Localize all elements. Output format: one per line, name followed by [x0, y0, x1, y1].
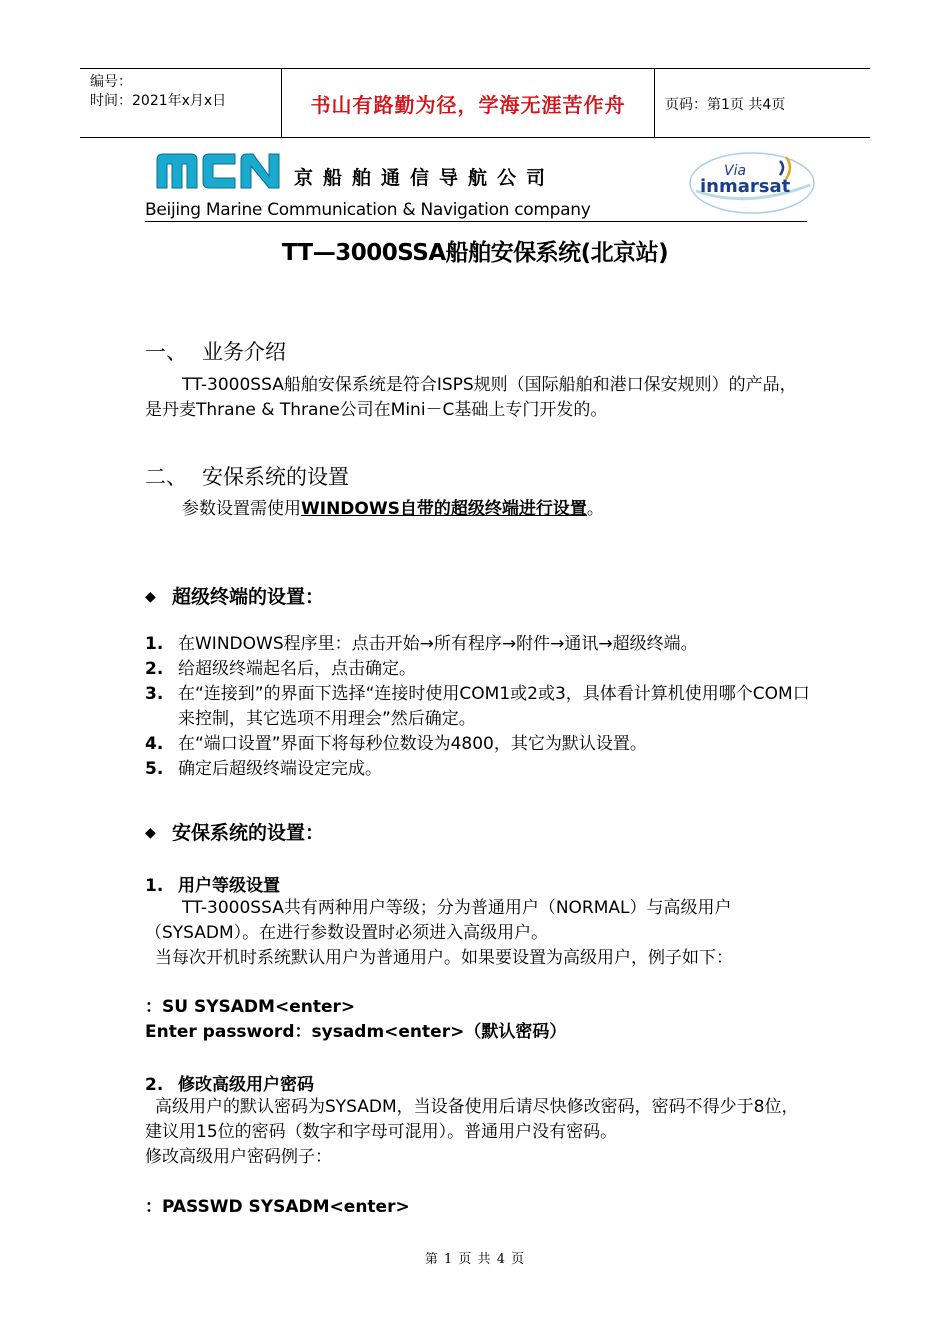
subsection-number: 2.: [145, 1075, 164, 1095]
header-motto: 书山有路勤为径，学海无涯苦作舟: [310, 93, 626, 117]
company-name-cn: 京船舶通信导航公司: [294, 167, 556, 189]
bullet-heading-text: 安保系统的设置：: [172, 822, 325, 844]
inmarsat-via: Via: [724, 163, 747, 179]
subsection-title: 用户等级设置: [178, 876, 280, 896]
subsection-number: 1.: [145, 876, 164, 896]
section-title: 业务介绍: [202, 340, 286, 364]
inmarsat-name: inmarsat: [700, 176, 791, 197]
list-text: 在“端口设置”界面下将每秒位数设为4800，其它为默认设置。: [178, 734, 647, 754]
page-footer: 第 1 页 共 4 页: [424, 1252, 526, 1267]
header-meta: [90, 73, 226, 111]
section-number: 一、: [145, 340, 187, 364]
list-number: 3.: [145, 684, 164, 704]
list-text: 确定后超级终端设定完成。: [178, 759, 382, 779]
list-item: [145, 657, 810, 682]
subsection-paragraph: TT-3000SSA共有两种用户等级；分为普通用户（NORMAL）与高级用户（SYSADM）。在进行参数设置时必须进入高级用户。: [145, 898, 732, 943]
section-paragraph: TT-3000SSA船舶安保系统是符合ISPS规则（国际船舶和港口保安规则）的产品，是丹麦Thrane & Thrane公司在Mini－C基础上专门开发的。: [145, 375, 797, 420]
company-name-en: Beijing Marine Communication & Navigation company: [145, 200, 591, 220]
section-title: 安保系统的设置: [202, 465, 349, 489]
list-text: 在WINDOWS程序里：点击开始→所有程序→附件→通讯→超级终端。: [178, 634, 698, 654]
bullet-heading: [145, 818, 324, 845]
subsection-heading: [145, 871, 280, 896]
list-number: 5.: [145, 759, 164, 779]
section-heading: [145, 336, 286, 366]
command-example: Enter password：sysadm<enter>（默认密码）: [145, 1022, 567, 1042]
diamond-bullet-icon: ◆: [145, 589, 156, 605]
subsection-paragraph: 修改高级用户密码例子：: [145, 1147, 332, 1167]
list-item: [145, 732, 810, 757]
header-page-info: 页码：第1页 共4页: [665, 97, 786, 113]
list-text: 在“连接到”的界面下选择“连接时使用COM1或2或3，具体看计算机使用哪个COM口来控制，其它选项不用理会”然后确定。: [178, 684, 810, 729]
subsection-paragraph: 高级用户的默认密码为SYSADM，当设备使用后请尽快修改密码，密码不得少于8位，建议用15位的密码（数字和字母可混用）。普通用户没有密码。: [145, 1097, 799, 1142]
list-number: 2.: [145, 659, 164, 679]
command-example: ：SU SYSADM<enter>: [145, 997, 356, 1017]
date-label: 时间：2021年x月x日: [90, 93, 227, 109]
diamond-bullet-icon: ◆: [145, 825, 156, 841]
section-paragraph: [145, 497, 810, 522]
header-divider: [654, 69, 655, 137]
subsection-paragraph: 当每次开机时系统默认用户为普通用户。如果要设置为高级用户，例子如下：: [155, 948, 733, 968]
bullet-heading: [145, 582, 324, 609]
mcn-logo-icon: [155, 150, 283, 192]
page-header: [80, 68, 870, 138]
subsection-heading: [145, 1070, 314, 1095]
command-example: ：PASSWD SYSADM<enter>: [145, 1197, 410, 1217]
section-heading: [145, 461, 349, 491]
list-item: [145, 757, 810, 782]
bullet-heading-text: 超级终端的设置：: [172, 586, 325, 608]
serial-label: 编号：: [90, 74, 132, 90]
list-item: [145, 682, 810, 732]
inmarsat-logo-icon: [688, 145, 816, 215]
list-item: [145, 632, 810, 657]
company-rule: [145, 221, 807, 222]
subsection-title: 修改高级用户密码: [178, 1075, 314, 1095]
section-number: 二、: [145, 465, 187, 489]
list-number: 1.: [145, 634, 164, 654]
terminal-steps-list: [145, 632, 810, 782]
document-title: TT—3000SSA船舶安保系统(北京站): [281, 240, 669, 266]
list-text: 给超级终端起名后，点击确定。: [178, 659, 416, 679]
hyperterminal-underlined-text: WINDOWS自带的超级终端进行设置: [301, 499, 587, 519]
paragraph-text: 参数设置需使用: [182, 499, 301, 519]
list-number: 4.: [145, 734, 164, 754]
paragraph-text: 。: [586, 499, 604, 519]
